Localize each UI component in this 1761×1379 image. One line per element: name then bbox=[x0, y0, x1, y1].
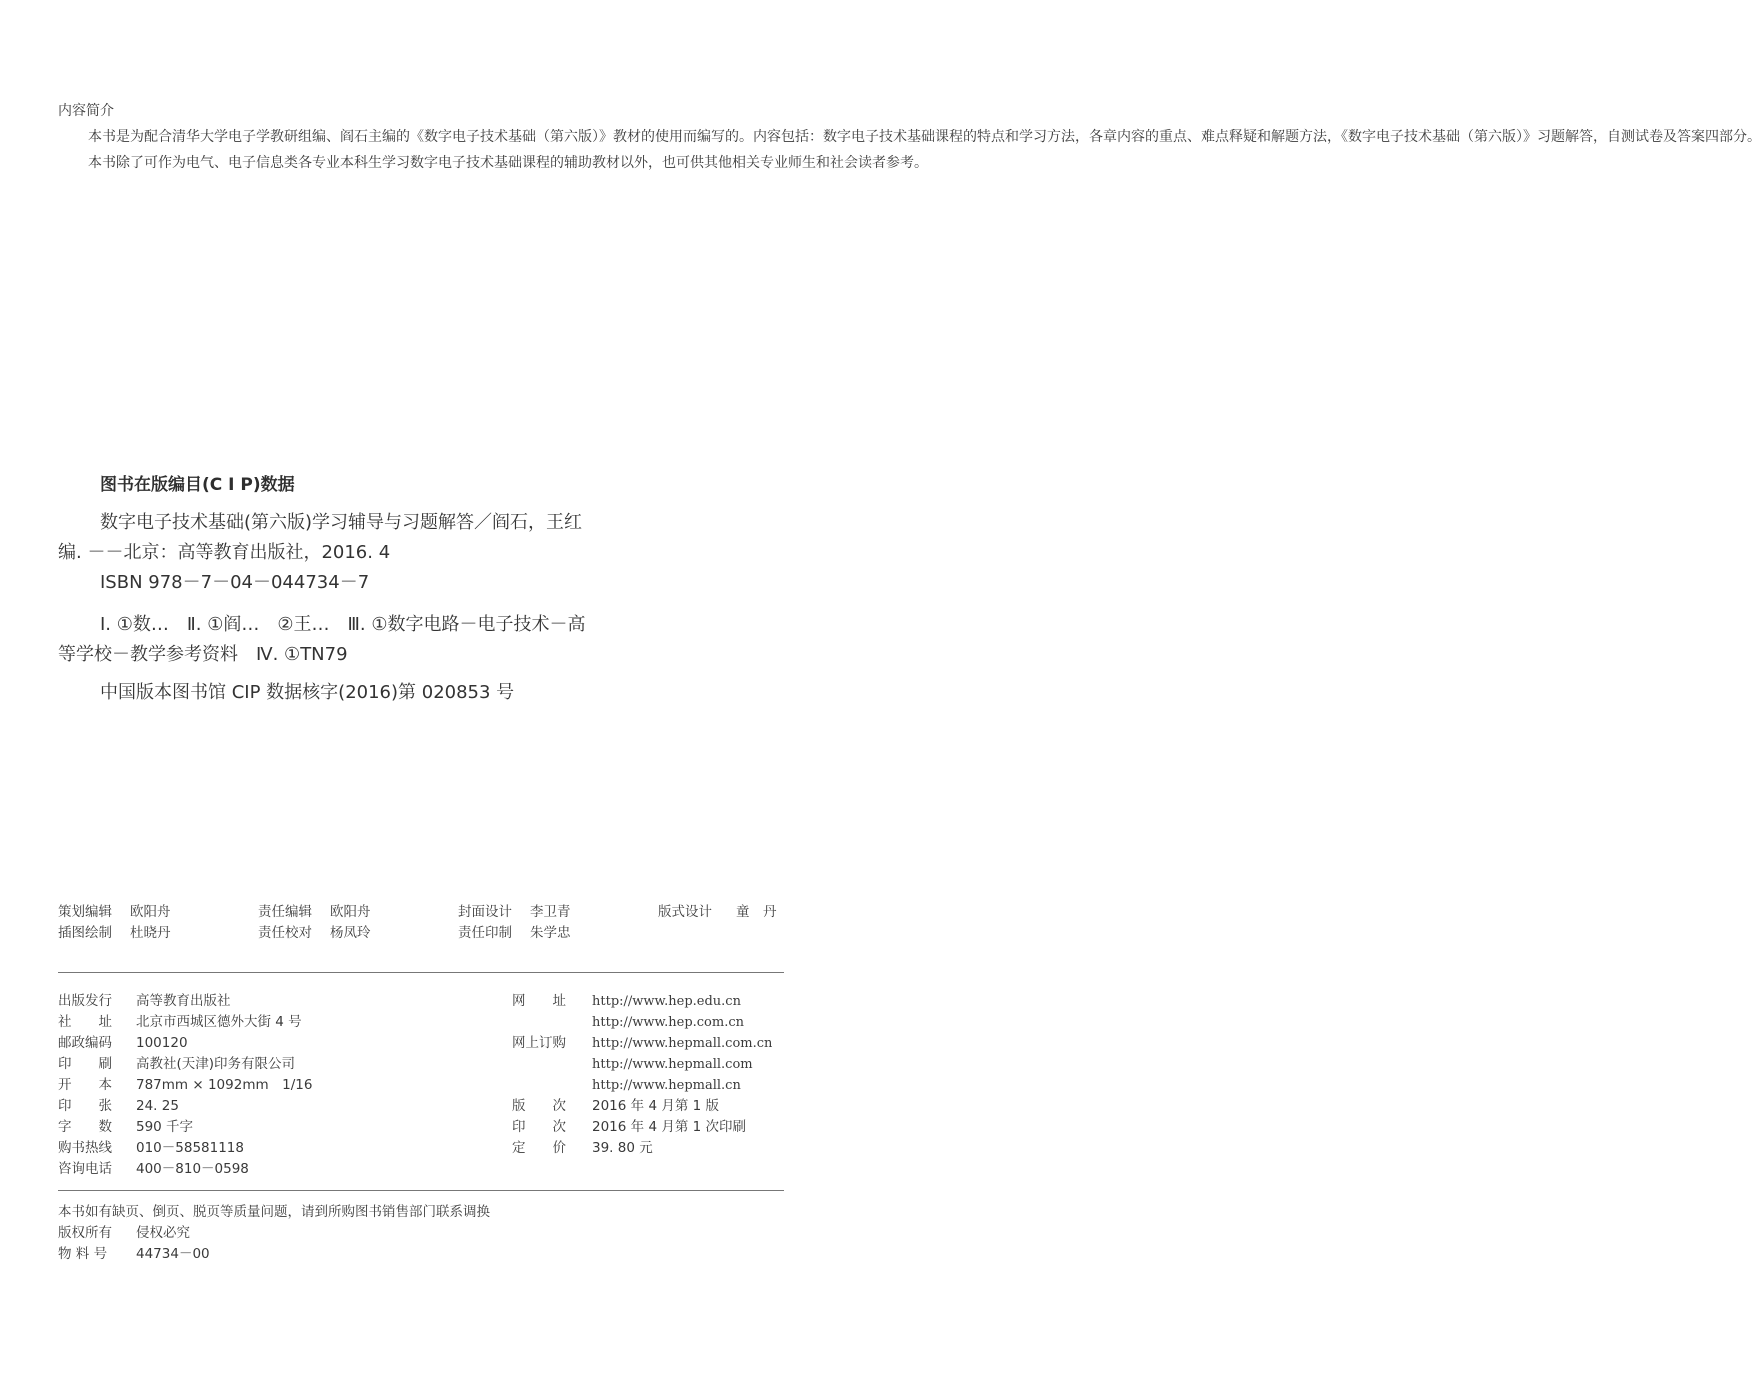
pub-row bbox=[58, 1012, 312, 1033]
pub-label: 咨询电话 bbox=[58, 1161, 112, 1177]
pub-label: 开 本 bbox=[58, 1077, 112, 1093]
order-link[interactable]: http://www.hepmall.com bbox=[592, 1057, 753, 1072]
credit-label: 插图绘制 bbox=[58, 925, 112, 941]
pub-row bbox=[512, 1033, 772, 1054]
pub-value: 39. 80 元 bbox=[592, 1140, 653, 1156]
pub-label: 印 次 bbox=[512, 1119, 566, 1135]
intro-paragraph-2: 本书除了可作为电气、电子信息类各专业本科生学习数字电子技术基础课程的辅助教材以外，也可供其他相关专业师生和社会读者参考。 bbox=[88, 155, 928, 171]
pub-row bbox=[512, 1096, 772, 1117]
pub-row bbox=[58, 1138, 312, 1159]
credit-item bbox=[258, 923, 371, 944]
credit-item bbox=[58, 902, 171, 923]
credit-item bbox=[58, 923, 171, 944]
quality-notice: 本书如有缺页、倒页、脱页等质量问题，请到所购图书销售部门联系调换 bbox=[58, 1204, 490, 1220]
order-link[interactable]: http://www.hepmall.com.cn bbox=[592, 1036, 773, 1051]
credit-item bbox=[458, 923, 571, 944]
website-link[interactable]: http://www.hep.edu.cn bbox=[592, 994, 741, 1009]
pub-label: 网上订购 bbox=[512, 1035, 566, 1051]
website-link[interactable]: http://www.hep.com.cn bbox=[592, 1015, 744, 1030]
intro-paragraph-1: 本书是为配合清华大学电子学教研组编、阎石主编的《数字电子技术基础（第六版）》教材的使用而编写的。内容包括：数字电子技术基础课程的特点和学习方法，各章内容的重点、难点释疑和解题方法，《数字电子技术基础（第六版）》习题解答，自测试卷及答案四部分。 bbox=[88, 129, 1761, 145]
credit-value: 朱学忠 bbox=[530, 925, 571, 941]
pub-label: 购书热线 bbox=[58, 1140, 112, 1156]
cip-classification: Ⅰ. ①数… Ⅱ. ①阎… ②王… Ⅲ. ①数字电路－电子技术－高等学校－教学参考资料 Ⅳ. ①TN79 bbox=[58, 614, 586, 665]
rights-label: 版权所有 bbox=[58, 1225, 112, 1241]
pub-row bbox=[58, 1033, 312, 1054]
pub-value: 高等教育出版社 bbox=[136, 993, 231, 1009]
pub-row bbox=[58, 1117, 312, 1138]
credit-value: 欧阳舟 bbox=[130, 904, 171, 920]
pub-row bbox=[58, 1054, 312, 1075]
material-label: 物 料 号 bbox=[58, 1246, 108, 1262]
pub-row bbox=[58, 1159, 312, 1180]
credit-label: 责任校对 bbox=[258, 925, 312, 941]
copyright-line bbox=[58, 1223, 490, 1244]
credit-label: 责任印制 bbox=[458, 925, 512, 941]
credit-value: 杜晓丹 bbox=[130, 925, 171, 941]
credit-label: 版式设计 bbox=[658, 904, 712, 920]
credit-value: 李卫青 bbox=[530, 904, 571, 920]
pub-value: 2016 年 4 月第 1 次印刷 bbox=[592, 1119, 746, 1135]
pub-label: 出版发行 bbox=[58, 993, 112, 1009]
pub-label: 字 数 bbox=[58, 1119, 112, 1135]
pub-value: 010－58581118 bbox=[136, 1140, 244, 1156]
publication-info-left bbox=[58, 991, 312, 1180]
credit-item bbox=[258, 902, 371, 923]
pub-label: 印 张 bbox=[58, 1098, 112, 1114]
divider-top bbox=[58, 972, 784, 973]
pub-row bbox=[58, 1075, 312, 1096]
credit-value: 杨凤玲 bbox=[330, 925, 371, 941]
credit-label: 责任编辑 bbox=[258, 904, 312, 920]
material-line bbox=[58, 1244, 490, 1265]
cip-number: 中国版本图书馆 CIP 数据核字(2016)第 020853 号 bbox=[100, 682, 515, 703]
credit-label: 策划编辑 bbox=[58, 904, 112, 920]
pub-label: 版 次 bbox=[512, 1098, 566, 1114]
cip-title-line: 数字电子技术基础(第六版)学习辅导与习题解答／阎石，王红编. －－北京：高等教育出版社，2016. 4 bbox=[58, 512, 583, 563]
pub-row bbox=[512, 1117, 772, 1138]
pub-label: 网 址 bbox=[512, 993, 566, 1009]
intro-title: 内容简介 bbox=[58, 103, 114, 119]
pub-label: 社 址 bbox=[58, 1014, 112, 1030]
pub-row bbox=[512, 991, 772, 1012]
footer-notice bbox=[58, 1202, 490, 1265]
pub-label: 邮政编码 bbox=[58, 1035, 112, 1051]
credit-label: 封面设计 bbox=[458, 904, 512, 920]
pub-value: 24. 25 bbox=[136, 1098, 179, 1114]
pub-row bbox=[512, 1012, 772, 1033]
cip-isbn: ISBN 978－7－04－044734－7 bbox=[100, 572, 370, 593]
credit-item bbox=[458, 902, 571, 923]
pub-value: 2016 年 4 月第 1 版 bbox=[592, 1098, 719, 1114]
pub-value: 高教社(天津)印务有限公司 bbox=[136, 1056, 296, 1072]
publication-info-right bbox=[512, 991, 772, 1159]
pub-row bbox=[512, 1054, 772, 1075]
pub-value: 590 千字 bbox=[136, 1119, 194, 1135]
credit-value: 童 丹 bbox=[736, 904, 777, 920]
pub-row bbox=[512, 1138, 772, 1159]
credit-item bbox=[658, 902, 777, 923]
material-value: 44734－00 bbox=[136, 1246, 210, 1262]
pub-label: 印 刷 bbox=[58, 1056, 112, 1072]
credit-value: 欧阳舟 bbox=[330, 904, 371, 920]
cip-block bbox=[58, 508, 598, 708]
pub-value: 北京市西城区德外大街 4 号 bbox=[136, 1014, 302, 1030]
divider-bottom bbox=[58, 1190, 784, 1191]
pub-value: 400－810－0598 bbox=[136, 1161, 249, 1177]
pub-row bbox=[58, 1096, 312, 1117]
pub-value: 787mm × 1092mm 1/16 bbox=[136, 1077, 313, 1093]
pub-row bbox=[58, 991, 312, 1012]
pub-value: 100120 bbox=[136, 1035, 188, 1051]
cip-heading: 图书在版编目(C I P)数据 bbox=[100, 475, 295, 495]
order-link[interactable]: http://www.hepmall.cn bbox=[592, 1078, 741, 1093]
rights-value: 侵权必究 bbox=[136, 1225, 190, 1241]
intro-body bbox=[58, 124, 1761, 176]
pub-label: 定 价 bbox=[512, 1140, 566, 1156]
pub-row bbox=[512, 1075, 772, 1096]
